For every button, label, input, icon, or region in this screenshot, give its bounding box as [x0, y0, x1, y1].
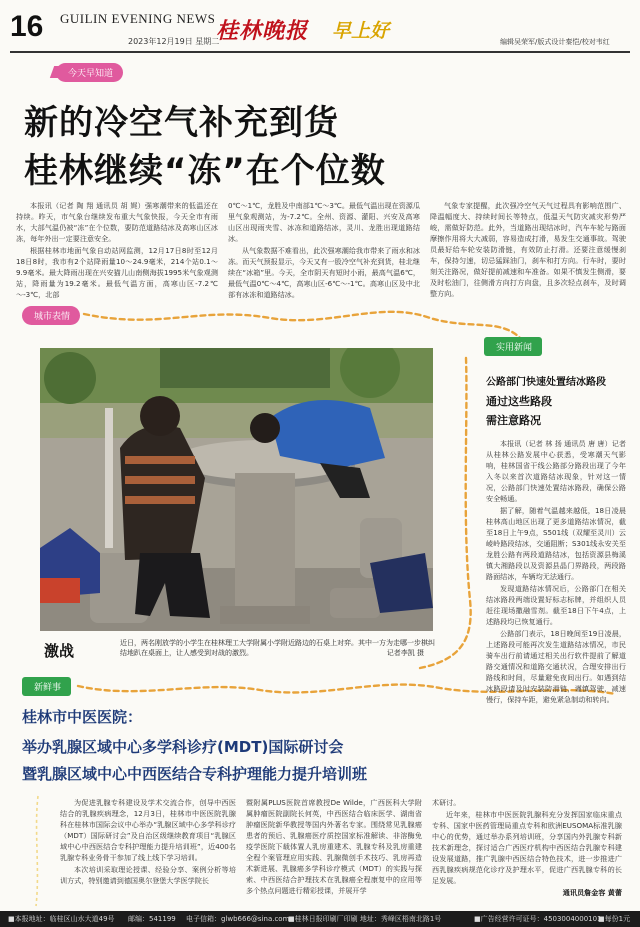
paragraph: 根据桂林市地面气象自动站网监测，12月17日8时至12月18日8时，我市有2个站降雨量10～24.9毫米，214个站0.1～9.9毫米。最大降雨出现在兴安猫儿山南侧海拔1995米气象观测站，降雨量为19.2毫米。最低气温方面，高寒山区-7.2℃～-3℃，北部 [16, 246, 218, 299]
header-divider [10, 51, 630, 53]
hospital-article-column-2 [246, 797, 422, 897]
hospital-article-column-1 [60, 797, 236, 887]
weather-article-column-2 [228, 200, 420, 301]
paragraph: 发现道路结冰情况后，公路部门在相关结冰路段两端设置好标志标牌，并组织人员赶往现场撒融雪剂。截至18日下午4点，上述路段均已恢复通行。 [486, 584, 626, 626]
hospital-headline-line-1: 桂林市中医医院： [22, 708, 143, 726]
photo-illustration [40, 348, 433, 631]
paper-name: GUILIN EVENING NEWS [60, 11, 216, 26]
headline-line-1: 新的冷空气补充到货 [24, 103, 339, 143]
footer-email: 电子信箱：glwb666@sina.com [186, 915, 290, 923]
editor-credits: 编辑吴荣军/版式设计秦恺/校对韦红 [500, 38, 610, 46]
news-photo-chess-kids [40, 348, 433, 631]
footer-license: ■广告经营许可证号：4503004000101 [474, 915, 602, 923]
photo-caption-title: 激战 [44, 642, 75, 660]
issue-date: 2023年12月19日 星期二 [128, 37, 220, 46]
paragraph: 从气象数据不难看出，此次强寒潮给我市带来了雨水和冰冻。而天气预报显示，今天又有一股冷空气补充到货，桂北继续在“冰箱”里。今天，全市阴天有短时小雨，最高气温6℃，最低气温0℃～4℃，高寒山区-6℃～-1℃。高寒山区及中北部有冰冻和道路结冰。 [228, 246, 420, 299]
section-tag-today: 今天早知道 [56, 63, 123, 82]
paragraph: 本报讯（记者 陶 翔 通讯员 胡 娓）强寒潮带来的低温还在持续。昨天，市气象台继续发布重大气象快报，今天全市有雨水，大部气温仍被“冻”在个位数，要防范道路结冰及高寒山区冰冻，每年外出一定要注意安全。 [16, 201, 218, 243]
photo-caption [120, 638, 438, 658]
section-logo: 早上好 [332, 20, 390, 42]
practical-news-body [486, 438, 626, 706]
paragraph: 0℃～1℃，龙胜及中南部1℃～3℃。最低气温出现在资源瓜里气象观测站，为-7.2℃。全州、资源、灌阳、兴安及高寒山区出现雨夹雪、冰冻和道路结冰，灵川、龙胜出现道路结冰。 [228, 201, 420, 243]
photo-credit: 记者李凯 摄 [386, 649, 424, 657]
paragraph: 近年来，桂林市中医医院乳腺科充分发挥国家临床重点专科、国家中医药管理局重点专科和欧洲EUSOMA标准乳腺中心的优势，通过举办系列培训班，分享国内外乳腺专科新技术新理念，探讨适合广西医疗机构中西医结合乳腺专科建设发展道路，推广乳腺中西医结合特色技术，进一步推进广西乳腺疾病规范化诊疗及护理水平，促进广西乳腺专科的长足发展。 [432, 810, 622, 885]
paragraph: 本次培训采取理论授课、经验分享、案例分析等培训方式，特别邀请到德国奥尔登堡大学医学院长 [60, 865, 236, 885]
title-line: 通过这些路段 [486, 395, 552, 408]
footer-price: ■每份1元 [598, 915, 631, 923]
footer-postcode: 邮编：541199 [128, 915, 176, 923]
paragraph: 据了解，随着气温越来越低，18日凌晨桂林高山地区出现了更多道路结冰情况，截至18日上午9点，S501线（双耀至灵川）云崚岭路段结冰，交通阻断；S301线永安关至龙胜公路有两段道路结冰，包括资源县梅溪镇大湘路段以及资源县晶门界路段，两段路路面结冰，车辆均无法通行。 [486, 506, 626, 581]
footer-address: ■本报地址：临桂区山水大道49号 [8, 915, 115, 923]
section-tag-practical-news: 实用新闻 [484, 337, 542, 356]
title-line: 公路部门快速处置结冰路段 [486, 377, 606, 388]
practical-news-title [486, 373, 626, 430]
weather-article-column-1 [16, 200, 218, 301]
page-number: 16 [10, 10, 44, 43]
paragraph: 暨附属PLUS医院首席教授De Wilde，广西医科大学附属肿瘤医院副院长何英，中西医结合临床医学、湖南省肿瘤医院新华教授等国内外著名专家。围绕常见乳腺癌患者的预后、乳腺癌医疗质控国家标准解读、非溶酶免疫学医院下载体置人乳房重建术、乳腺专科及乳房重建全程个案管理应用实践、乳腺微创手术技巧、乳房再造术新进展、乳腺癌多学科诊疗模式（MDT）的实践与探索、中西医结合护理技术在乳腺癌全程康复中的应用等多个热点问题进行精彩授课，并展开学 [246, 798, 422, 895]
paragraph: 本报讯（记者 林 扬 通讯员 唐 唐）记者从桂林公路发展中心获悉，受寒潮天气影响，桂林国省干线公路部分路段出现了今年入冬以来首次道路结冰现象，针对这一情况，公路部门快速处置结冰路段，确保公路安全畅通。 [486, 439, 626, 503]
paragraph: 气象专家提醒，此次强冷空气天气过程具有影响范围广、降温幅度大、持续时间长等特点，低温天气防灾减灾形势严峻，需做好防范。此外，当道路出现结冰时，汽车车轮与路面摩擦作用将大大减弱，容易造成打滑，易发生交通事故。驾驶员最好给车轮安装防滑链，有效防止打滑。还要注意缓慢刹车，保持匀速，切忌猛踩油门，刹车和打方向。行车时，要时刻关注路况，做好提前减速和车准备。如果不慎发生侧滑，要及时松油门，往侧滑方向打方向盘，且多次轻点刹车，及时调整方向。 [430, 201, 626, 298]
hospital-article-column-3 [432, 797, 622, 899]
paragraph: 为促进乳腺专科建设及学术交流合作，创导中西医结合的乳腺疾病理念，12月3日，桂林市中医医院乳腺科在桂林市国际会议中心举办“乳腺区域中心多学科诊疗（MDT）国际研讨会”及自治区级继续教育项目“乳腺区域中心中西医结合专科护理能力提升培训班”，近400名乳腺专科业务骨干参加了线上线下学习培训。 [60, 798, 236, 862]
section-tag-city-expression: 城市表情 [22, 306, 80, 325]
paragraph: 术研讨。 [432, 798, 461, 807]
footer-bar [0, 911, 640, 927]
hospital-headline-line-2: 举办乳腺区域中心多学科诊疗(MDT)国际研讨会 [22, 738, 344, 756]
hospital-headline-line-3: 暨乳腺区域中心中西医结合专科护理能力提升培训班 [22, 765, 368, 783]
footer-printer: ■桂林日报印刷厂印刷 地址：秀峰区梧南北路1号 [288, 915, 442, 923]
weather-article-column-3 [430, 200, 626, 300]
section-tag-fresh-news: 新鲜事 [22, 677, 71, 696]
headline-line-2: 桂林继续“冻”在个位数 [24, 151, 386, 191]
paragraph: 公路部门表示，18日晚间至19日凌晨，上述路段可能再次发生道路结冰情况，市民骑车出行前请通过相关出行软件提前了解道路交通情况和道路交通状况，合理安排出行路线和时间，尽量避免夜间出行。如遇到结冰路段请及时安装防滑链，谨慎驾驶，减速慢行，保持车距，避免紧急制动和转向。 [486, 629, 626, 704]
article-credit: 通讯员詹金容 黄蕾 [562, 888, 622, 897]
masthead-logo: 桂林晚报 [216, 18, 309, 44]
caption-text: 近日，两名刚放学的小学生在桂林理工大学附属小学附近路边的石桌上对弈。其中一方为走哪一步棋纠结地趴在桌面上，让人感受到对战的激烈。 [120, 639, 435, 657]
title-line: 需注意路况 [486, 414, 541, 427]
